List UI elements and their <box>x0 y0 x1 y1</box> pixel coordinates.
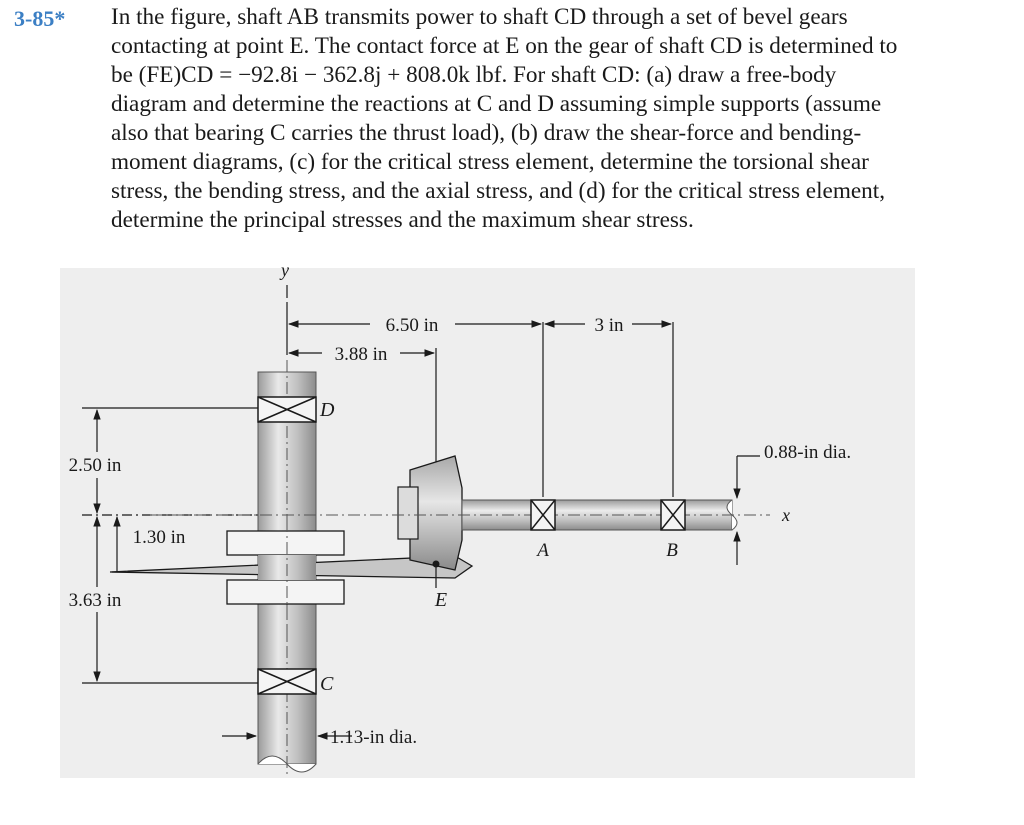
problem-block <box>0 0 1024 240</box>
problem-statement <box>111 3 1011 235</box>
dim-3-63-label: 3.63 in <box>68 590 122 611</box>
gear-hub-upper <box>227 531 344 555</box>
shaft-figure <box>0 255 1024 820</box>
dim-3-88-label: 3.88 in <box>334 344 388 365</box>
statement-line: contacting at point E. The contact force at E on the gear of shaft CD is determined to <box>111 33 898 59</box>
dim-3-label: 3 in <box>594 315 624 336</box>
label-a: A <box>537 540 549 561</box>
x-axis-label: x <box>782 505 790 525</box>
statement-line: stress, the bending stress, and the axial stress, and (d) for the critical stress element, <box>111 178 885 204</box>
shaft-diagram <box>0 255 1024 820</box>
statement-line: diagram and determine the reactions at C and D assuming simple supports (assume <box>111 91 882 117</box>
problem-number: 3-85* <box>14 6 66 31</box>
dia-0-88-label: 0.88-in dia. <box>764 442 852 463</box>
label-b: B <box>666 540 678 561</box>
y-axis-label: y <box>281 260 289 280</box>
statement-line: In the figure, shaft AB transmits power to shaft CD through a set of bevel gears <box>111 4 848 30</box>
label-c: C <box>320 673 334 695</box>
gear-hub-lower <box>227 580 344 604</box>
statement-line: moment diagrams, (c) for the critical stress element, determine the torsional shear <box>111 149 869 175</box>
dim-1-30-label: 1.30 in <box>132 527 186 548</box>
label-e: E <box>434 589 448 611</box>
dim-2-50-label: 2.50 in <box>68 455 122 476</box>
statement-line: also that bearing C carries the thrust load), (b) draw the shear-force and bending- <box>111 120 862 146</box>
statement-line: be (FE)CD = −92.8i − 362.8j + 808.0k lbf. For shaft CD: (a) draw a free-body <box>111 62 837 88</box>
dim-6-50-label: 6.50 in <box>385 315 439 336</box>
dia-1-13-label: 1.13-in dia. <box>330 727 418 748</box>
label-d: D <box>320 399 335 421</box>
statement-line: determine the principal stresses and the maximum shear stress. <box>111 207 694 233</box>
